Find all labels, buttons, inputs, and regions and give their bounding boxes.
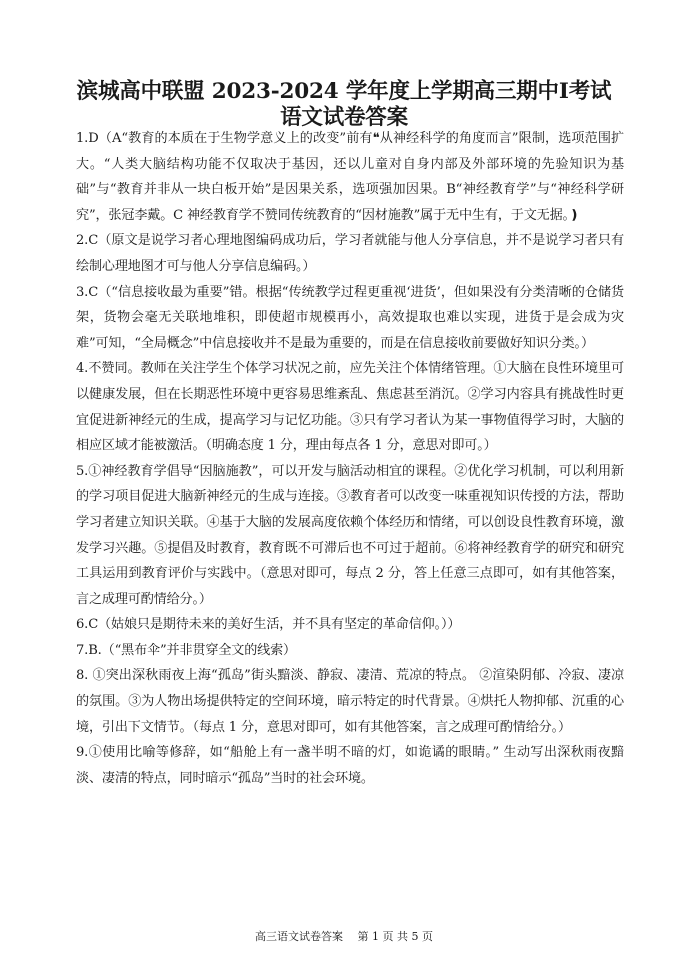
page-title: 滨城高中联盟 2023-2024 学年度上学期高三期中Ⅰ考试 <box>76 79 612 104</box>
answer-2: 2.C（原文是说学习者心理地图编码成功后，学习者就能与他人分享信息，并不是说学习者只有绘制心理地图才可与他人分享信息编码。） <box>76 233 624 274</box>
answer-1: 1.D（A“教育的本质在于生物学意义上的改变”前有❝从神经科学的角度而言”限制，选项范围扩大。“人类大脑结构功能不仅取决于基因，还以儿童对自身内部及外部环境的先验知识为基础”与“教育并非从一块白板开始”是因果关系，选项强加因果。B“神经教育学”与“神经科学研究”，张冠李戴。C 神经教育学不赞同传统教育的“因材施教”属于无中生有，于文无据。❫ <box>76 131 624 223</box>
answer-8: 8. ①突出深秋雨夜上海“孤岛”街头黯淡、静寂、凄清、荒凉的特点。 ②渲染阴郁、冷寂、凄凉的氛围。③为人物出场提供特定的空间环境，暗示特定的时代背景。④烘托人物抑郁、沉重的心境，引出下文情节。（每点 1 分，意思对即可，如有其他答案，言之成理可酌情给分。） <box>76 668 624 735</box>
answer-5: 5.①神经教育学倡导“因脑施教”，可以开发与脑活动相宜的课程。②优化学习机制，可以利用新的学习项目促进大脑新神经元的生成与连接。③教育者可以改变一味重视知识传授的方法，帮助学习者建立知识关联。④基于大脑的发展高度依赖个体经历和情绪，可以创设良性教育环境，激发学习兴趣。⑤提倡及时教育，教育既不可滞后也不可过于超前。⑥将神经教育学的研究和研究工具运用到教育评价与实践中。（意思对即可，每点 2 分，答上任意三点即可，如有其他答案，言之成理可酌情给分。） <box>76 463 624 607</box>
answer-4: 4.不赞同。教师在关注学生个体学习状况之前，应先关注个体情绪管理。①大脑在良性环境里可以健康发展，但在长期恶性环境中更容易思维紊乱、焦虑甚至消沉。②学习内容具有挑战性时更宜促进新神经元的生成，提高学习与记忆功能。③只有学习者认为某一事物值得学习时，大脑的相应区域才能被激活。（明确态度 1 分，理由每点各 1 分，意思对即可。） <box>76 361 624 454</box>
answer-content <box>76 126 624 791</box>
page-footer: 高三语文试卷答案 第 1 页 共 5 页 <box>255 930 433 943</box>
answer-9: 9.①使用比喻等修辞，如“船舱上有一盏半明不暗的灯，如诡谲的眼睛。” 生动写出深秋雨夜黯淡、凄清的特点，同时暗示“孤岛”当时的社会环境。 <box>76 745 624 786</box>
answer-7: 7.B.（“黑布伞”并非贯穿全文的线索） <box>76 642 296 658</box>
page-subtitle: 语文试卷答案 <box>280 105 408 130</box>
answer-3: 3.C（“信息接收最为重要”错。根据“传统教学过程更重视‘进货’，但如果没有分类清晰的仓储货架，货物会毫无关联地堆积，即使超市规模再小，高效提取也难以实现，进货于是会成为灾难”可知，“全局概念”中信息接收并不是最为重要的，而是在信息接收前要做好知识分类。） <box>76 284 624 351</box>
answer-6: 6.C（姑娘只是期待未来的美好生活，并不具有坚定的革命信仰。）） <box>76 617 461 633</box>
